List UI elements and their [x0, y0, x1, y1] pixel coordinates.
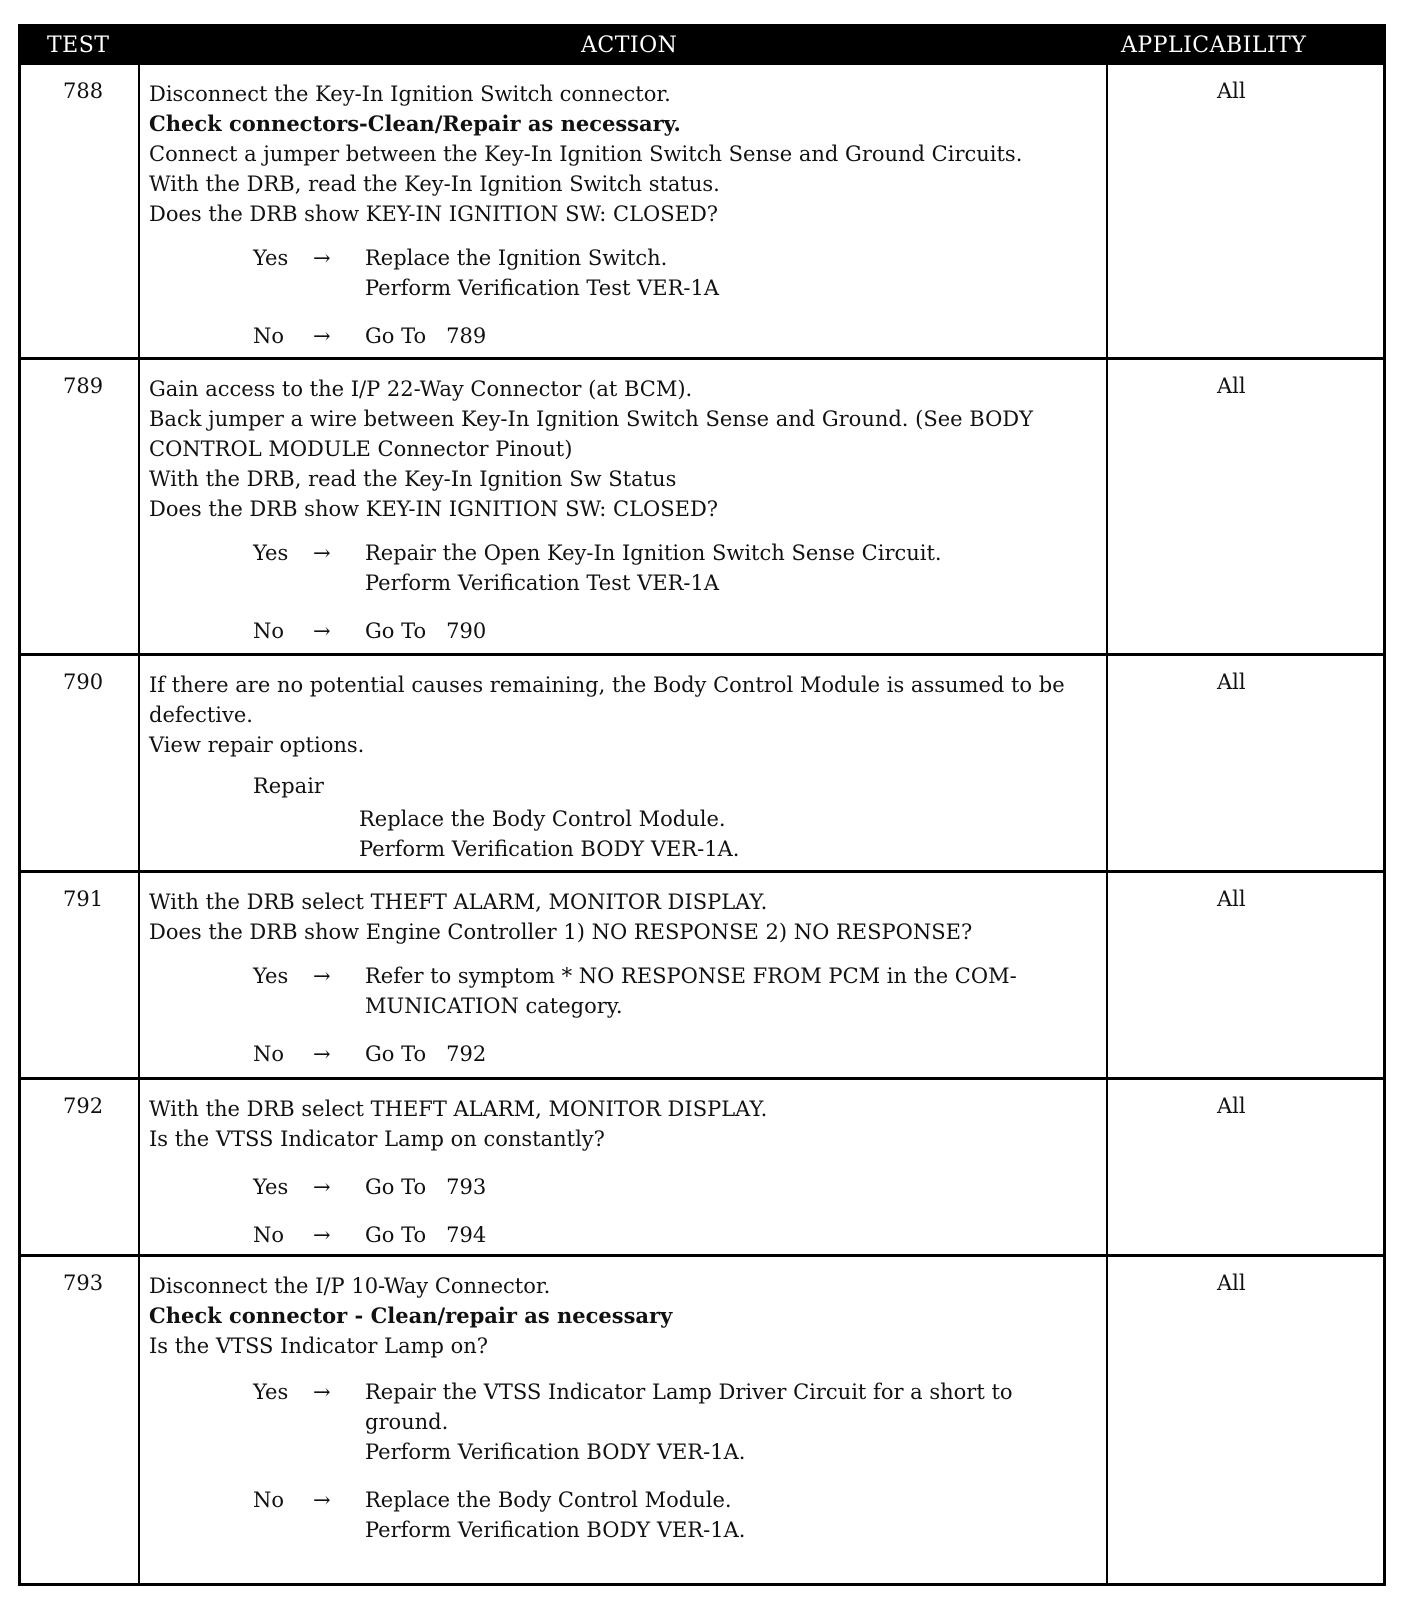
table-row	[21, 873, 1383, 1077]
table-row	[21, 656, 1383, 870]
repair-text	[359, 804, 739, 864]
result-line: Repair the Open Key-In Ignition Switch Sense Circuit.	[365, 541, 942, 565]
action-text	[149, 670, 1104, 760]
header-action: ACTION	[581, 33, 678, 58]
no-result: Go To 790	[365, 619, 487, 643]
yes-result	[365, 961, 1105, 1021]
table-header	[21, 27, 1383, 65]
yes-result	[365, 538, 1105, 598]
applicability: All	[1217, 79, 1246, 103]
result-line: ground.	[365, 1410, 449, 1434]
right-arrow-icon: →	[313, 1488, 331, 1512]
action-line: Back jumper a wire between Key-In Ignition Switch Sense and Ground. (See BODY	[149, 407, 1034, 431]
result-line: Perform Verification BODY VER-1A.	[365, 1518, 746, 1542]
right-arrow-icon: →	[313, 1042, 331, 1066]
applicability: All	[1217, 670, 1246, 694]
no-label: No	[253, 1223, 285, 1247]
action-line: Is the VTSS Indicator Lamp on?	[149, 1334, 489, 1358]
action-text	[149, 1094, 1104, 1154]
test-number: 792	[63, 1094, 104, 1118]
no-label: No	[253, 1488, 285, 1512]
right-arrow-icon: →	[313, 964, 331, 988]
action-line: With the DRB, read the Key-In Ignition Switch status.	[149, 172, 720, 196]
result-line: Refer to symptom * NO RESPONSE FROM PCM in the COM-	[365, 964, 1017, 988]
yes-result	[365, 243, 1105, 303]
header-test: TEST	[47, 33, 110, 58]
yes-label: Yes	[253, 1380, 289, 1404]
action-line: Connect a jumper between the Key-In Ignition Switch Sense and Ground Circuits.	[149, 142, 1023, 166]
no-result: Go To 794	[365, 1223, 487, 1247]
applicability: All	[1217, 374, 1246, 398]
action-line: Check connector - Clean/repair as necessary	[149, 1303, 673, 1328]
right-arrow-icon: →	[313, 1223, 331, 1247]
action-line: Does the DRB show KEY-IN IGNITION SW: CLOSED?	[149, 202, 719, 226]
right-arrow-icon: →	[313, 1175, 331, 1199]
table-row	[21, 65, 1383, 357]
result-line: Perform Verification Test VER-1A	[365, 276, 720, 300]
action-line: With the DRB, read the Key-In Ignition Sw Status	[149, 467, 677, 491]
test-number: 791	[63, 887, 104, 911]
action-text	[149, 887, 1104, 947]
action-text	[149, 1271, 1104, 1361]
yes-label: Yes	[253, 541, 289, 565]
action-line: If there are no potential causes remaining, the Body Control Module is assumed to be	[149, 673, 1065, 697]
action-line: Check connectors-Clean/Repair as necessary.	[149, 111, 681, 136]
applicability: All	[1217, 1094, 1246, 1118]
test-number: 790	[63, 670, 104, 694]
repair-label: Repair	[253, 774, 324, 798]
test-number: 793	[63, 1271, 104, 1295]
action-line: Does the DRB show Engine Controller 1) NO RESPONSE 2) NO RESPONSE?	[149, 920, 973, 944]
repair-line: Replace the Body Control Module.	[359, 807, 726, 831]
result-line: Perform Verification BODY VER-1A.	[365, 1440, 746, 1464]
no-result: Go To 789	[365, 324, 487, 348]
result-line: Replace the Ignition Switch.	[365, 246, 668, 270]
repair-line: Perform Verification BODY VER-1A.	[359, 837, 740, 861]
action-line: With the DRB select THEFT ALARM, MONITOR DISPLAY.	[149, 890, 768, 914]
result-line: Perform Verification Test VER-1A	[365, 571, 720, 595]
action-line: Does the DRB show KEY-IN IGNITION SW: CLOSED?	[149, 497, 719, 521]
action-line: defective.	[149, 703, 253, 727]
right-arrow-icon: →	[313, 541, 331, 565]
yes-label: Yes	[253, 964, 289, 988]
action-line: With the DRB select THEFT ALARM, MONITOR DISPLAY.	[149, 1097, 768, 1121]
right-arrow-icon: →	[313, 619, 331, 643]
action-line: Gain access to the I/P 22-Way Connector (at BCM).	[149, 377, 693, 401]
no-label: No	[253, 619, 285, 643]
yes-label: Yes	[253, 246, 289, 270]
table-row	[21, 1257, 1383, 1586]
test-number: 788	[63, 79, 104, 103]
no-label: No	[253, 324, 285, 348]
table-row	[21, 1080, 1383, 1254]
yes-label: Yes	[253, 1175, 289, 1199]
yes-result	[365, 1377, 1105, 1467]
right-arrow-icon: →	[313, 246, 331, 270]
result-line: Replace the Body Control Module.	[365, 1488, 732, 1512]
test-number: 789	[63, 374, 104, 398]
header-applicability: APPLICABILITY	[1121, 33, 1307, 58]
action-line: CONTROL MODULE Connector Pinout)	[149, 437, 573, 461]
table-row	[21, 360, 1383, 653]
right-arrow-icon: →	[313, 1380, 331, 1404]
action-line: View repair options.	[149, 733, 365, 757]
result-line: MUNICATION category.	[365, 994, 623, 1018]
action-line: Disconnect the I/P 10-Way Connector.	[149, 1274, 551, 1298]
applicability: All	[1217, 1271, 1246, 1295]
action-line: Is the VTSS Indicator Lamp on constantly?	[149, 1127, 605, 1151]
applicability: All	[1217, 887, 1246, 911]
right-arrow-icon: →	[313, 324, 331, 348]
no-result	[365, 1485, 1105, 1545]
action-text	[149, 374, 1104, 524]
no-label: No	[253, 1042, 285, 1066]
result-line: Repair the VTSS Indicator Lamp Driver Circuit for a short to	[365, 1380, 1013, 1404]
no-result: Go To 792	[365, 1042, 487, 1066]
yes-result: Go To 793	[365, 1175, 487, 1199]
action-text	[149, 79, 1104, 229]
diagnostic-test-table	[18, 24, 1386, 1586]
action-line: Disconnect the Key-In Ignition Switch connector.	[149, 82, 671, 106]
